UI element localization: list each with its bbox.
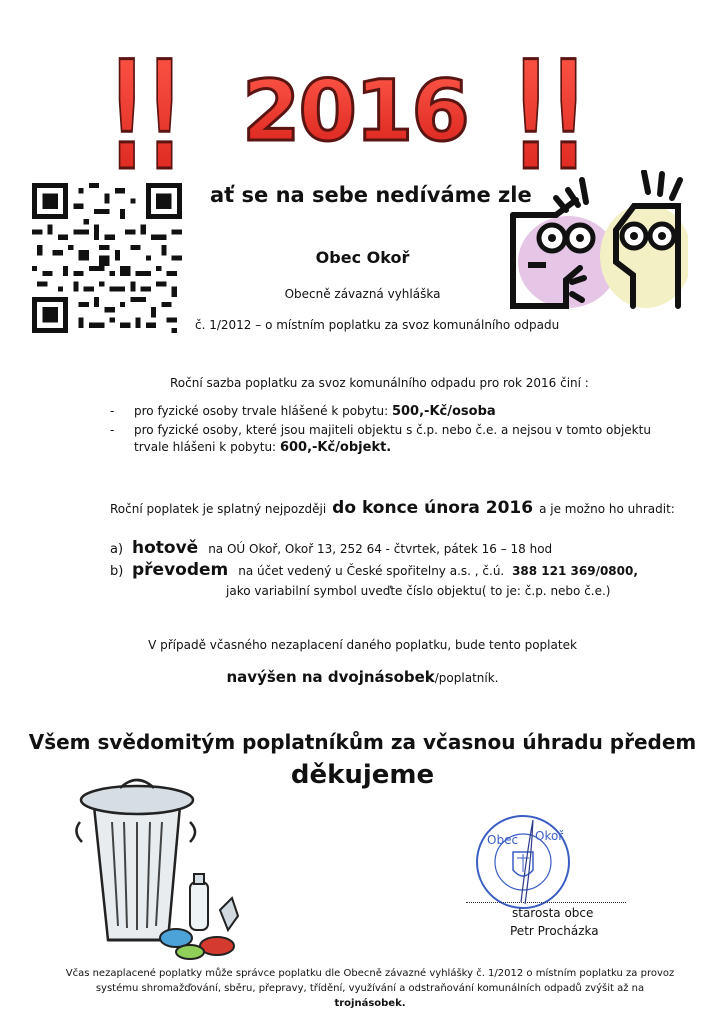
exclamation-left <box>108 30 183 180</box>
due-deadline: do konce února 2016 <box>332 498 534 518</box>
exclamation-marks-right: !! <box>512 30 588 180</box>
rate-person-amount: 500,-Kč/osoba <box>391 404 496 419</box>
stamp-text-left: Obec <box>487 833 519 847</box>
due-line <box>110 498 675 518</box>
footer-text: Včas nezaplacené poplatky může správce poplatku dle Obecně závazné vyhlášky č. 1/2012 o místním poplatku za provoz systému shromažďování, sběru, přepravy, třídění, využívání a odstraňování komunálních odpadů zvýšit až na <box>65 968 675 994</box>
rate-list <box>110 403 670 458</box>
municipality-name: Obec Okoř <box>315 248 410 267</box>
rate-person-text: pro fyzické osoby trvale hlášené k pobytu: <box>134 404 389 418</box>
list-dash: - <box>110 404 115 418</box>
decree-type: Obecně závazná vyhláška <box>284 287 441 301</box>
signature-line <box>466 902 626 903</box>
heading-banner <box>0 30 725 180</box>
option-method: převodem <box>132 560 229 580</box>
due-suffix: a je možno ho uhradit: <box>539 502 675 516</box>
due-prefix: Roční poplatek je splatný nejpozději <box>110 502 327 516</box>
decree-number: č. 1/2012 – o místním poplatku za svoz komunálního odpadu <box>195 318 560 332</box>
heading-year: 2016 <box>242 62 468 160</box>
penalty-bold: navýšen na dvojnásobek <box>226 668 435 686</box>
option-detail: na OÚ Okoř, Okoř 13, 252 64 - čtvrtek, pátek 16 – 18 hod <box>208 542 553 556</box>
warning-text: V případě včasného nezaplacení daného poplatku, bude tento poplatek <box>148 638 577 652</box>
signature-role: starosta obce <box>512 906 594 920</box>
rate-intro: Roční sazba poplatku za svoz komunálního odpadu pro rok 2016 činí : <box>170 376 589 390</box>
exclamation-marks-left: !! <box>107 30 184 180</box>
variable-symbol-note: jako variabilní symbol uveďte číslo objektu( to je: č.p. nebo č.e.) <box>226 584 611 598</box>
option-detail: na účet vedený u České spořitelny a.s. , č.ú. <box>238 564 505 578</box>
payment-option-cash <box>110 538 552 558</box>
subtitle: ať se na sebe nedíváme zle <box>210 183 532 207</box>
thanks-word: děkujeme <box>290 760 435 790</box>
option-letter: a) <box>110 542 124 557</box>
warning-penalty <box>0 668 725 686</box>
footer-note <box>60 966 680 1011</box>
option-method: hotově <box>132 538 199 558</box>
signature-name: Petr Procházka <box>510 924 599 938</box>
list-dash: - <box>110 423 115 437</box>
rate-object-amount: 600,-Kč/objekt. <box>279 440 392 455</box>
payment-option-transfer <box>110 560 638 580</box>
list-item <box>110 403 670 420</box>
option-letter: b) <box>110 564 124 579</box>
stamp-text-right: Okoř <box>535 829 564 843</box>
penalty-suffix: /poplatník. <box>434 671 499 685</box>
bank-account: 388 121 369/0800, <box>512 564 638 578</box>
footer-bold: trojnásobek. <box>334 998 406 1009</box>
thanks-line: Všem svědomitým poplatníkům za včasnou úhradu předem <box>28 730 697 754</box>
municipal-stamp-icon <box>473 812 573 912</box>
list-item <box>110 422 670 456</box>
trash-bin-icon <box>72 770 252 960</box>
rate-object-text: pro fyzické osoby, které jsou majiteli objektu s č.p. nebo č.e. a nejsou v tomto objektu trvale hlášeni k pobytu: <box>134 423 651 454</box>
